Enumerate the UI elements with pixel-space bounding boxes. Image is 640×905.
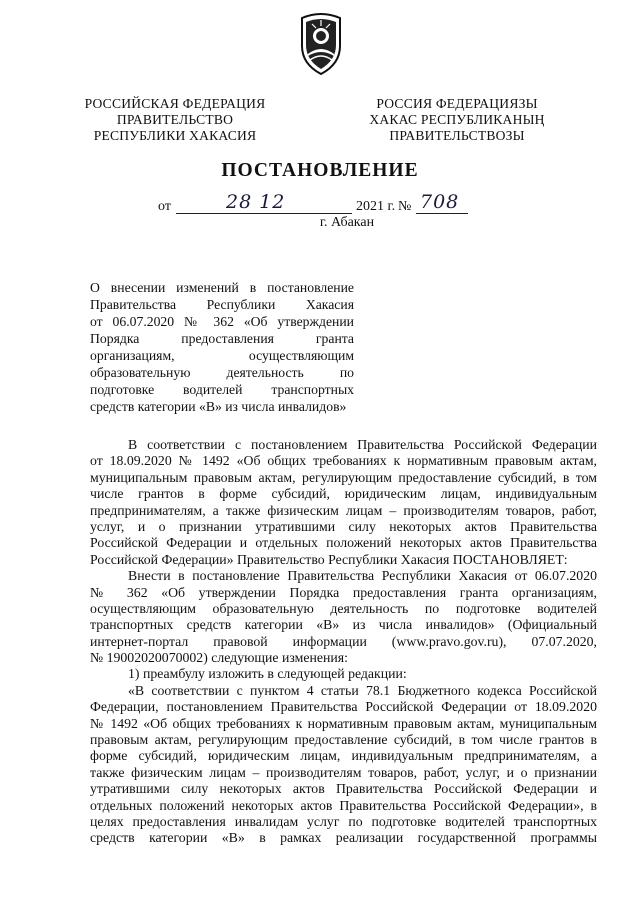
body-line: от 18.09.2020 № 1492 «Об общих требованиях к нормативным правовым актам, [90,453,597,469]
subject-line: подготовке водителей транспортных [90,382,354,397]
subject-line: Порядка предоставления гранта [90,331,354,346]
header-left [70,96,280,144]
body-line: транспортных средств категории «В» из числа инвалидов» (Официальный [90,617,597,633]
city-label: г. Абакан [319,215,375,230]
body-line: правовым актам, регулирующим предоставление субсидий, в том числе грантов в [90,732,597,748]
header-left-line: РЕСПУБЛИКИ ХАКАСИЯ [93,128,257,143]
number-sign: № [398,199,412,214]
body-line: № 1492 «Об общих требованиях к нормативным правовым актам, муниципальным [90,715,597,731]
body-line: интернет-портал правовой информации (www.pravo.gov.ru), 07.07.2020, [90,633,597,649]
date-prefix: от [158,199,171,214]
handwritten-date: 28 12 [226,191,286,213]
header-left-line: РОССИЙСКАЯ ФЕДЕРАЦИЯ [84,96,266,111]
subject-line: от 06.07.2020 № 362 «Об утверждении [90,314,354,329]
header-right [352,96,562,144]
body-line: услуг, и о признании утратившими силу некоторых актов Правительства [90,518,597,534]
body-line: числе грантов в форме субсидий, юридическим лицам, индивидуальным [90,486,597,502]
body-line: также физическим лицам – производителям товаров, работ, услуг, и о признании [90,764,597,780]
subject-line: образовательную деятельность по [90,365,354,380]
subject-line: организациям, осуществляющим [90,348,354,363]
handwritten-number: 708 [420,191,460,213]
body-line: Российской Федерации и отдельных положений некоторых актов Правительства [90,535,597,551]
header-right-line: ПРАВИТЕЛЬСТВОЗЫ [389,128,525,143]
document-body [90,437,597,847]
body-line: отдельных положений некоторых актов Правительства Российской Федерации», в [90,797,597,813]
body-line: Федерации, постановлением Правительства Российской Федерации от 18.09.2020 [90,699,597,715]
body-line: Российской Федерации» Правительство Республики Хакасия ПОСТАНОВЛЯЕТ: [90,551,568,567]
header-left-line: ПРАВИТЕЛЬСТВО [116,112,234,127]
body-line: осуществляющим образовательную деятельность по подготовке водителей [90,600,597,616]
year-label: 2021 г. [356,199,396,214]
subject-line: О внесении изменений в постановление [90,280,354,295]
subject-line: средств категории «В» из числа инвалидов» [90,399,347,414]
city-line [0,215,640,231]
body-line: «В соответствии с пунктом 4 статьи 78.1 Бюджетного кодекса Российской [128,682,597,698]
body-line: Внести в постановление Правительства Республики Хакасия от 06.07.2020 [128,568,597,584]
header-right-line: ХАКАС РЕСПУБЛИКАНЫҢ [369,112,545,127]
subject-line: Правительства Республики Хакасия [90,297,354,312]
document-title: ПОСТАНОВЛЕНИЕ [221,160,419,181]
body-line: утратившими силу некоторых актов Правительства Российской Федерации и [90,781,597,797]
body-line: муниципальным правовым актам, регулирующим предоставление субсидий, в том [90,469,597,485]
body-line: целях предоставления инвалидам услуг по подготовке водителей транспортных [90,813,597,829]
date-number-line [150,191,490,217]
body-line: № 19002020070002) следующие изменения: [90,650,348,666]
body-line: форме субсидий, юридическим лицам, индивидуальным предпринимателям, а [90,748,597,764]
subject-block [90,279,354,415]
body-line: В соответствии с постановлением Правительства Российской Федерации [128,437,597,452]
header-right-line: РОССИЯ ФЕДЕРАЦИЯЗЫ [376,96,538,111]
body-line: № 362 «Об утверждении Порядка предоставления гранта организациям, [90,584,597,600]
body-line: 1) преамбулу изложить в следующей редакции: [128,666,407,682]
body-line: средств категории «В» в рамках реализации государственной программы [90,830,597,846]
coat-of-arms-emblem [298,12,344,78]
body-line: предпринимателям, а также физическим лицам – производителям товаров, работ, [90,502,597,518]
